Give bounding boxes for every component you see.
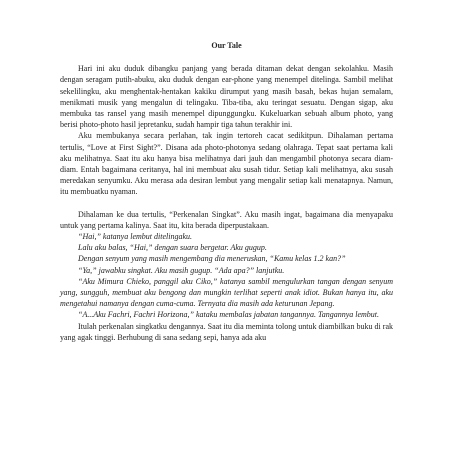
paragraph-3: Dihalaman ke dua tertulis, “Perkenalan Singkat”. Aku masih ingat, bagaimana dia menyapaku untuk yang pertama kalinya. Saat itu, kita berada diperpustakaan. <box>60 209 393 230</box>
dialogue-line-1: “Hai,” katanya lembut ditelingaku. <box>78 232 192 242</box>
dialogue-line-4: “Ya,” jawabku singkat. Aku masih gugup. “Ada apa?” lanjutku. <box>78 265 285 275</box>
document-title: Our Tale <box>211 41 242 50</box>
paragraph-1: Hari ini aku duduk dibangku panjang yang berada ditaman dekat dengan sekolahku. Masih dengan seragam putih-abuku, aku duduk dengan ear-phone yang menempel ditelinga. Sambil melihat sekelilingku, aku menghentak-hentakan kakiku dirumput yang masih basah, bekas hujan semalam, menikmati musik yang mengalun di telingaku. Tiba-tiba, aku teringat sesuatu. Dengan sigap, aku membuka tas ransel yang masih menempel dipunggungku. Kukeluarkan sebuah album photo, yang berisi photo-photo hasil jepretanku, sudah hampir tiga tahun terakhir ini. <box>60 64 393 130</box>
paragraph-2: Aku membukanya secara perlahan, tak ingin tertoreh cacat sedikitpun. Dihalaman pertama tertulis, “Love at First Sight?”. Disana ada photo-photonya sedang olahraga. Tepat saat pertama kali aku melihatnya. Saat itu aku hanya bisa melihatnya dari jauh dan mengambil photonya secara diam-diam. Entah bagaimana ceritanya, hal ini membuat aku susah tidur. Setiap kali melihatnya, aku susah meredakan senyumku. Aku merasa ada desiran lembut yang mengalir setiap kali menatapnya. Namun, itu membuatku nyaman. <box>60 131 393 197</box>
paragraph-4: Itulah perkenalan singkatku dengannya. Saat itu dia meminta tolong untuk diambilkan buku di rak yang agak tinggi. Berhubung di sana sedang sepi, hanya ada aku <box>60 321 393 342</box>
dialogue-line-6: “A...Aku Fachri, Fachri Horizona,” kataku membalas jabatan tangannya. Tangannya lembut. <box>78 310 380 320</box>
dialogue-line-3: Dengan senyum yang masih mengembang dia meneruskan, “Kamu kelas 1.2 kan?” <box>78 254 346 264</box>
dialogue-line-5: “Aku Mimura Chieko, panggil aku Ciko,” katanya sambil mengulurkan tangan dengan senyum yang, sungguh, membuat aku bengong dan mungkin terlihat seperti anak idiot. Bukan hanya itu, aku mengetahui namanya dengan cuma-cuma. Ternyata dia masih ada keturunan Jepang. <box>60 276 393 309</box>
dialogue-line-2: Lalu aku balas, “Hai,” dengan suara bergetar. Aku gugup. <box>78 243 267 253</box>
